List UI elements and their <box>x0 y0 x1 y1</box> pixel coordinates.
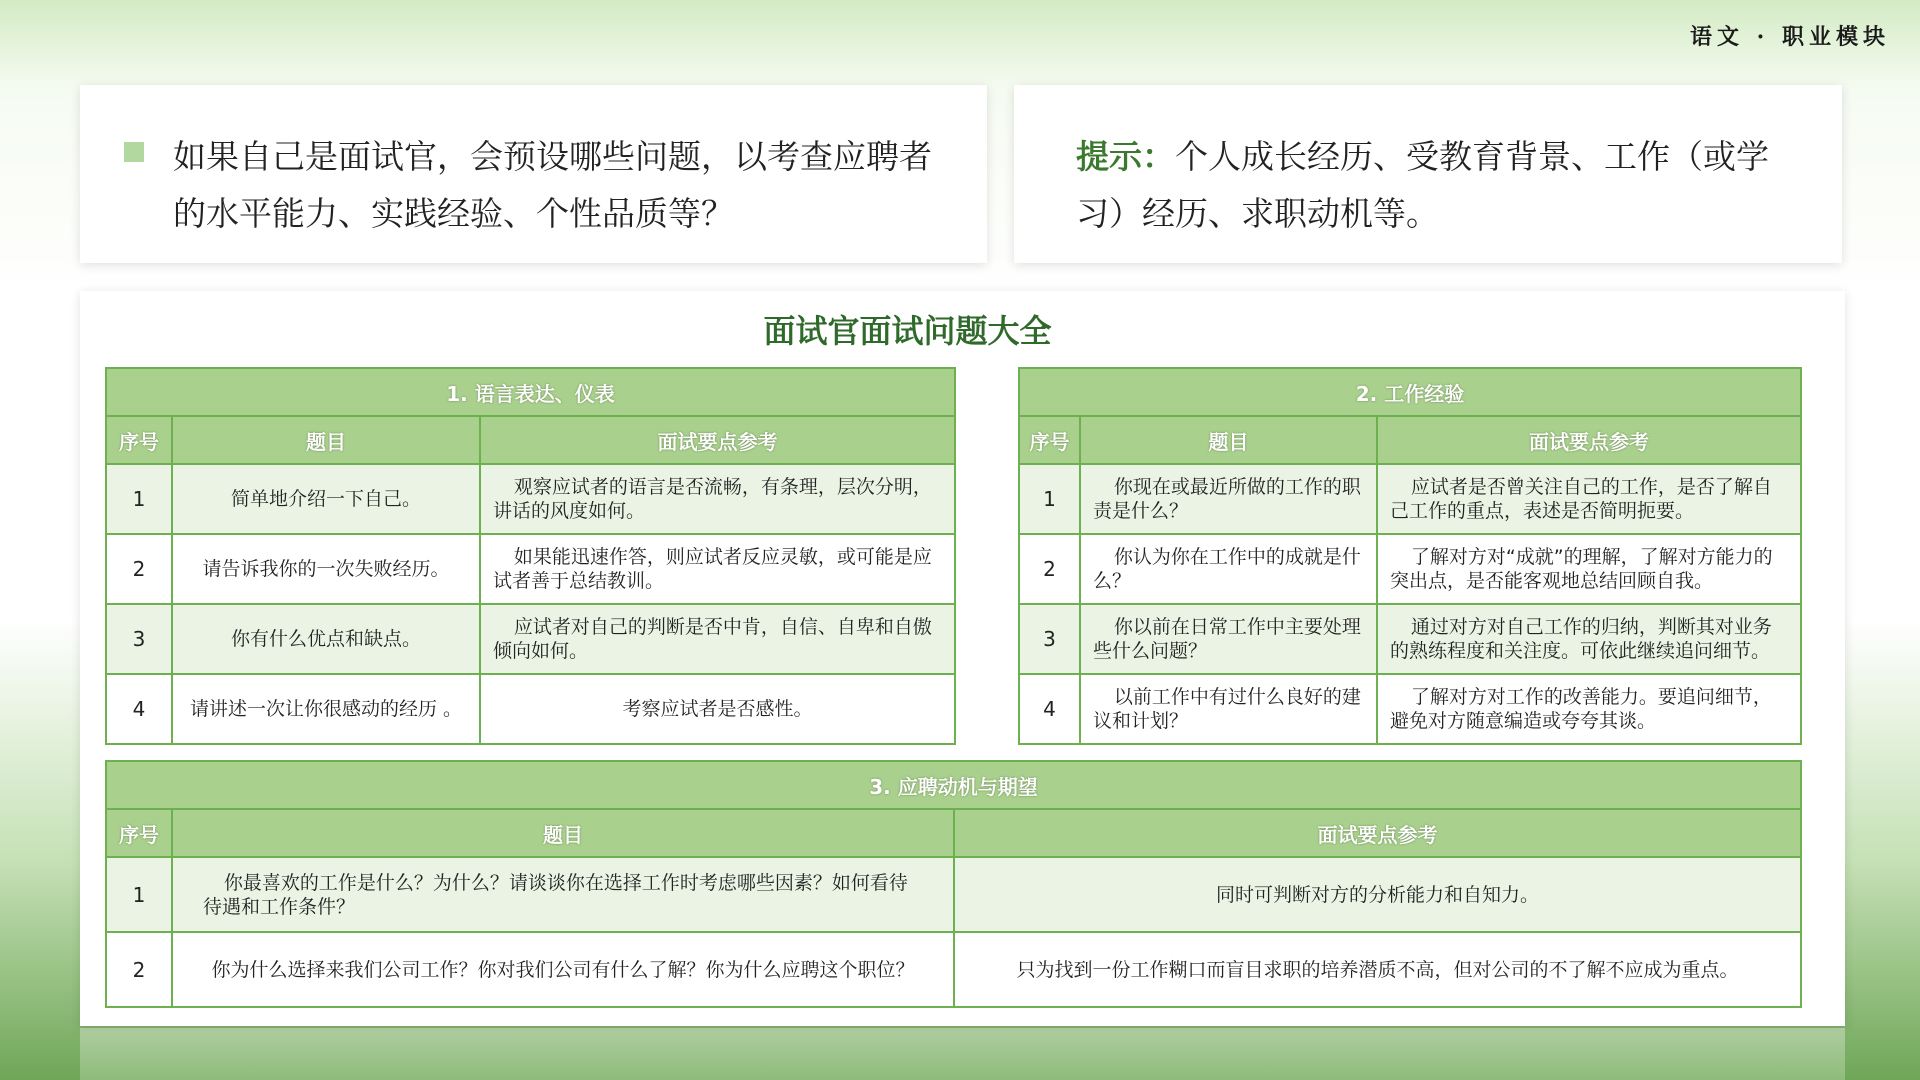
row-num: 2 <box>106 534 172 604</box>
row-question: 请讲述一次让你很感动的经历 。 <box>172 674 480 744</box>
column-header-question: 题目 <box>1080 416 1377 464</box>
row-question: 以前工作中有过什么良好的建议和计划？ <box>1080 674 1377 744</box>
row-reference: 考察应试者是否感性。 <box>480 674 955 744</box>
hint-paragraph <box>1076 128 1806 242</box>
row-reference: 了解对方对“成就”的理解，了解对方能力的突出点，是否能客观地总结回顾自我。 <box>1377 534 1801 604</box>
row-question: 你认为你在工作中的成就是什么？ <box>1080 534 1377 604</box>
table-language-expression <box>105 367 956 745</box>
table-work-experience <box>1018 367 1802 745</box>
table-row <box>1019 534 1801 604</box>
column-header-question: 题目 <box>172 809 954 857</box>
interview-questions-panel <box>80 291 1845 1026</box>
module-tag: 语文 · 职业模块 <box>1690 24 1890 50</box>
column-header-reference: 面试要点参考 <box>1377 416 1801 464</box>
row-reference: 观察应试者的语言是否流畅，有条理，层次分明，讲话的风度如何。 <box>480 464 955 534</box>
hint-card <box>1014 85 1842 263</box>
row-reference: 通过对方对自己工作的归纳，判断其对业务的熟练程度和关注度。可依此继续追问细节。 <box>1377 604 1801 674</box>
table-section-title: 2. 工作经验 <box>1019 368 1801 416</box>
table-row <box>106 534 955 604</box>
column-header-num: 序号 <box>106 809 172 857</box>
row-num: 2 <box>106 932 172 1007</box>
row-num: 1 <box>106 857 172 932</box>
row-num: 4 <box>106 674 172 744</box>
row-reference: 如果能迅速作答，则应试者反应灵敏，或可能是应试者善于总结教训。 <box>480 534 955 604</box>
row-num: 1 <box>1019 464 1080 534</box>
table-row <box>106 932 1801 1007</box>
column-header-num: 序号 <box>106 416 172 464</box>
row-reference: 应试者是否曾关注自己的工作，是否了解自己工作的重点，表述是否简明扼要。 <box>1377 464 1801 534</box>
table-row <box>1019 604 1801 674</box>
table-row <box>106 857 1801 932</box>
row-question: 你现在或最近所做的工作的职责是什么？ <box>1080 464 1377 534</box>
row-reference: 只为找到一份工作糊口而盲目求职的培养潜质不高，但对公司的不了解不应成为重点。 <box>954 932 1801 1007</box>
table-row <box>106 464 955 534</box>
table-row <box>1019 464 1801 534</box>
row-num: 2 <box>1019 534 1080 604</box>
table-row <box>1019 674 1801 744</box>
row-question: 你有什么优点和缺点。 <box>172 604 480 674</box>
row-num: 3 <box>1019 604 1080 674</box>
bottom-shadow-band <box>80 1028 1845 1080</box>
table-motivation-expectation <box>105 760 1802 1008</box>
row-num: 4 <box>1019 674 1080 744</box>
table-section-title: 3. 应聘动机与期望 <box>106 761 1801 809</box>
row-question: 请告诉我你的一次失败经历。 <box>172 534 480 604</box>
column-header-question: 题目 <box>172 416 480 464</box>
row-reference: 应试者对自己的判断是否中肯，自信、自卑和自傲倾向如何。 <box>480 604 955 674</box>
table-row <box>106 604 955 674</box>
row-question: 你为什么选择来我们公司工作？你对我们公司有什么了解？你为什么应聘这个职位？ <box>172 932 954 1007</box>
table-section-title: 1. 语言表达、仪表 <box>106 368 955 416</box>
hint-text: 个人成长经历、受教育背景、工作（或学习）经历、求职动机等。 <box>1076 137 1769 233</box>
bullet-square-icon <box>124 142 144 162</box>
row-num: 1 <box>106 464 172 534</box>
column-header-reference: 面试要点参考 <box>954 809 1801 857</box>
row-question: 你最喜欢的工作是什么？为什么？请谈谈你在选择工作时考虑哪些因素？如何看待待遇和工作条件？ <box>172 857 954 932</box>
hint-label: 提示： <box>1076 137 1175 176</box>
row-reference: 同时可判断对方的分析能力和自知力。 <box>954 857 1801 932</box>
column-header-reference: 面试要点参考 <box>480 416 955 464</box>
panel-title: 面试官面试问题大全 <box>763 312 1052 350</box>
question-text: 如果自己是面试官，会预设哪些问题，以考查应聘者的水平能力、实践经验、个性品质等？ <box>173 137 932 233</box>
question-card <box>80 85 987 263</box>
row-num: 3 <box>106 604 172 674</box>
column-header-num: 序号 <box>1019 416 1080 464</box>
row-question: 你以前在日常工作中主要处理些什么问题？ <box>1080 604 1377 674</box>
table-row <box>106 674 955 744</box>
row-question: 简单地介绍一下自己。 <box>172 464 480 534</box>
row-reference: 了解对方对工作的改善能力。要追问细节，避免对方随意编造或夸夸其谈。 <box>1377 674 1801 744</box>
